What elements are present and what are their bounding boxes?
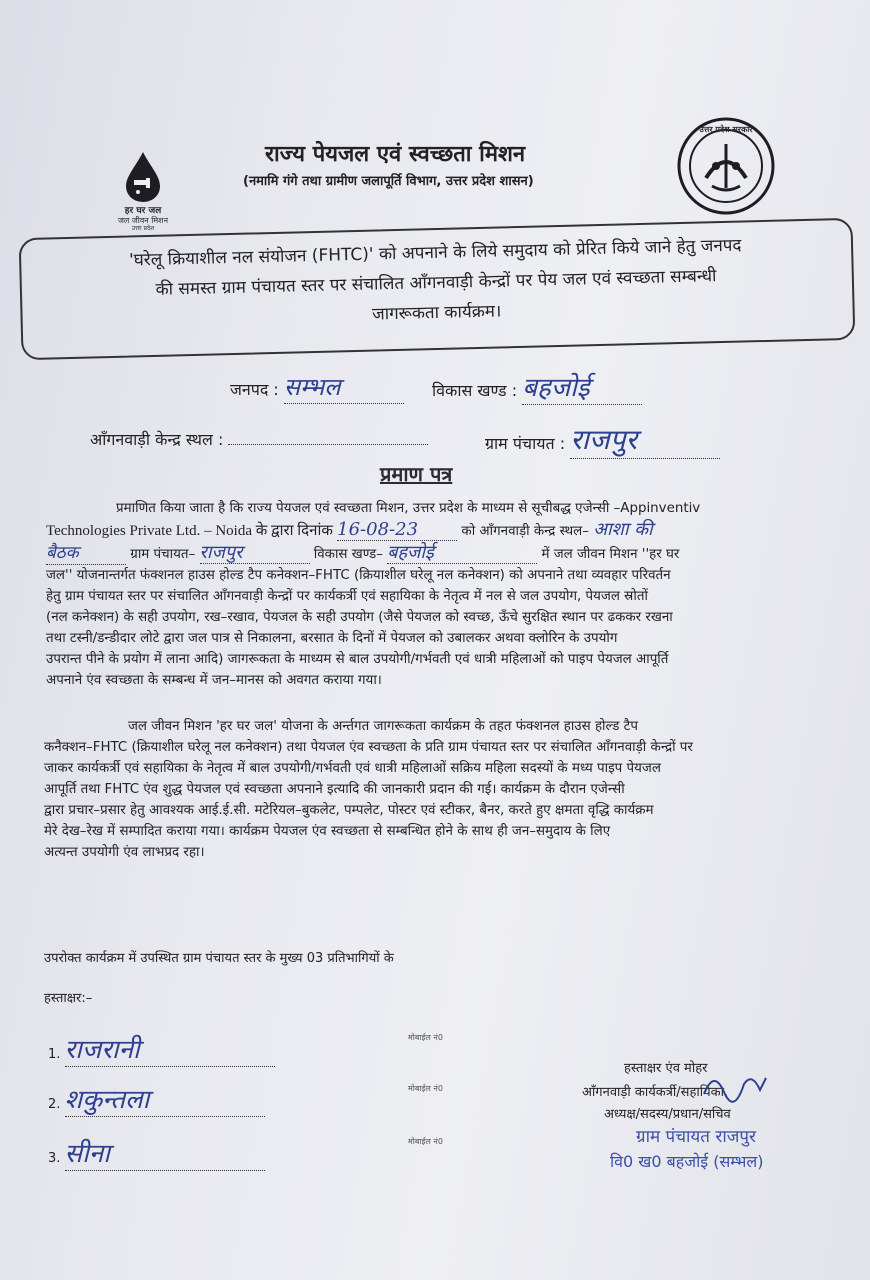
p1-line-9: अपनाने एंव स्वच्छता के सम्बन्ध में जन–मानस को अवगत कराया गया। [46,673,382,688]
mobile-label-3: मोबाईल नं0 [408,1137,443,1146]
anganwadi-blank [228,430,428,445]
janpad-value: सम्भल [284,370,404,404]
gram-label: ग्राम पंचायत : [485,434,566,453]
participant-row-2: 2. शकुन्तला [48,1080,265,1117]
signature-scribble [700,1064,770,1104]
signatory-signature [700,1064,770,1104]
p2-line-3: जाकर कार्यकर्त्री एवं सहायिका के नेतृत्व में बाल उपयोगी/गर्भवती एवं धात्री महिलाओं सक्रिय महिला सदस्यों के मध्य पाइप पेयजल [44,761,661,776]
gram-value: राजपुर [570,420,720,459]
gram-value-inline: राजपुर [200,542,310,564]
anganwadi-label: आँगनवाड़ी केन्द्र स्थल : [90,430,224,449]
p1-line-8: उपरान्त पीने के प्रयोग में लाना आदि) जागरूकता के माध्यम से बाल उपयोगी/गर्भवती एवं धात्री महिलाओं को पाइप पेयजल आपूर्ति [46,652,669,667]
certificate-heading: प्रमाण पत्र [380,462,453,486]
page-title: राज्य पेयजल एवं स्वच्छता मिशन [265,142,526,167]
participant-signature-3: सीना [65,1134,265,1171]
participant-signature-1: राजरानी [65,1030,275,1067]
program-title-line-3: जागरूकता कार्यक्रम। [371,301,502,325]
p2-line-2: कनैक्शन–FHTC (क्रियाशील घरेलू नल कनेक्शन) तथा पेयजल एंव स्वच्छता के प्रति ग्राम पंचायत स्तर पर संचालित आँगनवाड़ी केन्द्रों पर [44,740,693,755]
anganwadi-field [90,428,428,450]
p1-line-5: हेतु ग्राम पंचायत स्तर पर संचालित आँगनवाड़ी केन्द्रों पर कार्यकर्त्री एवं सहायिका के नेतृत्व में नल से जल उपयोग, पेयजल स्रोतों [46,589,648,604]
mobile-label-1: मोबाईल नं0 [408,1033,443,1042]
logo-text: हर घर जल [124,206,162,216]
p2-line-5: द्वारा प्रचार–प्रसार हेतु आवश्यक आई.ई.सी. मटेरियल–बुकलेट, पम्पलेट, पोस्टर एवं स्टीकर, बैनर, करते हुए क्षमता वृद्धि कार्यक्रम [44,803,654,818]
p2-line-4: आपूर्ति तथा FHTC एंव शुद्ध पेयजल एवं स्वच्छता अपनाने इत्यादि की जानकारी प्रदान की गई। कार्यक्रम के दौरान एजेन्सी [44,782,625,797]
signatory-line-1: हस्ताक्षर एंव मोहर [624,1061,708,1076]
certificate-paragraph-1 [46,498,846,691]
p1-line-7: तथा टस्नी/डन्डीदार लोटे द्वारा जल पात्र से निकालना, बरसात के दिनों में पेयजल को उबालकर अथवा क्लोरिन के उपयोग [46,631,618,646]
janpad-field [230,370,404,404]
stamp-line-2: वि0 ख0 बहजोई (सम्भल) [610,1152,764,1171]
p2-line-7: अत्यन्त उपयोगी एंव लाभप्रद रहा। [44,845,205,860]
water-drop-icon [108,150,178,202]
p2-line-6: मेरे देख–रेख में सम्पादित कराया गया। कार्यक्रम पेयजल एंव स्वच्छता से सम्बन्धित होने के साथ ही जन–समुदाय के लिए [44,824,611,839]
participants-intro: उपरोक्त कार्यक्रम में उपस्थित ग्राम पंचायत स्तर के मुख्य 03 प्रतिभागियों के [44,951,394,966]
signature-label: हस्ताक्षर:– [44,991,93,1006]
gram-field [485,420,720,459]
signatory-line-2: आँगनवाड़ी कार्यकर्त्री/सहायिका. [582,1085,729,1100]
p1-line-4: जल'' योजनान्तर्गत फंक्शनल हाउस होल्ड टैप कनेक्शन–FHTC (क्रियाशील घरेलू नल कनेक्शन) को अपनाने तथा व्यवहार परिवर्तन [46,568,671,583]
participant-row-3: 3. सीना [48,1134,265,1171]
anganwadi-value: आशा की [593,519,653,540]
date-value: 16-08-23 [337,519,457,541]
program-title-line-1: 'घरेलू क्रियाशील नल संयोजन (FHTC)' को अपनाने के लिये समुदाय को प्रेरित किये जाने हेतु जनपद [128,235,742,271]
har-ghar-jal-logo [108,150,178,232]
p1-line-3: बैठक ग्राम पंचायत– राजपुर विकास खण्ड– बहजोई में जल जीवन मिशन ''हर घर [46,542,680,563]
signatory-line-3: अध्यक्ष/सदस्य/प्रधान/सचिव [604,1107,731,1122]
participant-row-1: 1. राजरानी [48,1030,275,1067]
p1-line-6: (नल कनेक्शन) के सही उपयोग, रख–रखाव, पेयजल के सही उपयोग (जैसे पेयजल को स्वच्छ, ऊँचे सुरक्षित स्थान पर ढककर रखना [46,610,673,625]
page-subtitle: (नमामि गंगे तथा ग्रामीण जलापूर्ति विभाग, उत्तर प्रदेश शासन) [243,174,534,189]
p2-line-1: जल जीवन मिशन 'हर घर जल' योजना के अर्न्तगत जागरूकता कार्यक्रम के तहत फंक्शनल हाउस होल्ड टैप [128,719,638,734]
participant-signature-2: शकुन्तला [65,1080,265,1117]
baithak-value: बैठक [46,543,126,565]
vikas-value: बहजोई [522,368,642,405]
janpad-label: जनपद : [230,380,279,399]
program-title-line-2: की समस्त ग्राम पंचायत स्तर पर संचालित आँगनवाड़ी केन्द्रों पर पेय जल एवं स्वच्छता सम्बन्धी [155,266,717,300]
emblem-text: उत्तर प्रदेश सरकार [699,125,753,134]
up-govt-emblem [676,116,776,220]
stamp-line-1: ग्राम पंचायत राजपुर [636,1127,756,1147]
logo-subtext: जल जीवन मिशन [117,216,169,225]
mobile-label-2: मोबाईल नं0 [408,1084,443,1093]
vikas-field [432,368,642,405]
logo-subtext-2: उत्तर प्रदेश [131,225,155,232]
p1-line-2: Technologies Private Ltd. – Noida के द्वारा दिनांक 16-08-23 को आँगनवाड़ी केन्द्र स्थल– आशा की [46,519,653,540]
vikas-value-inline: बहजोई [387,542,537,564]
certificate-paragraph-2 [44,716,848,863]
vikas-label: विकास खण्ड : [432,381,518,400]
p1-line-1: प्रमाणित किया जाता है कि राज्य पेयजल एवं स्वच्छता मिशन, उत्तर प्रदेश के माध्यम से सूचीबद्ध एजेन्सी –Appinventiv [116,501,701,516]
